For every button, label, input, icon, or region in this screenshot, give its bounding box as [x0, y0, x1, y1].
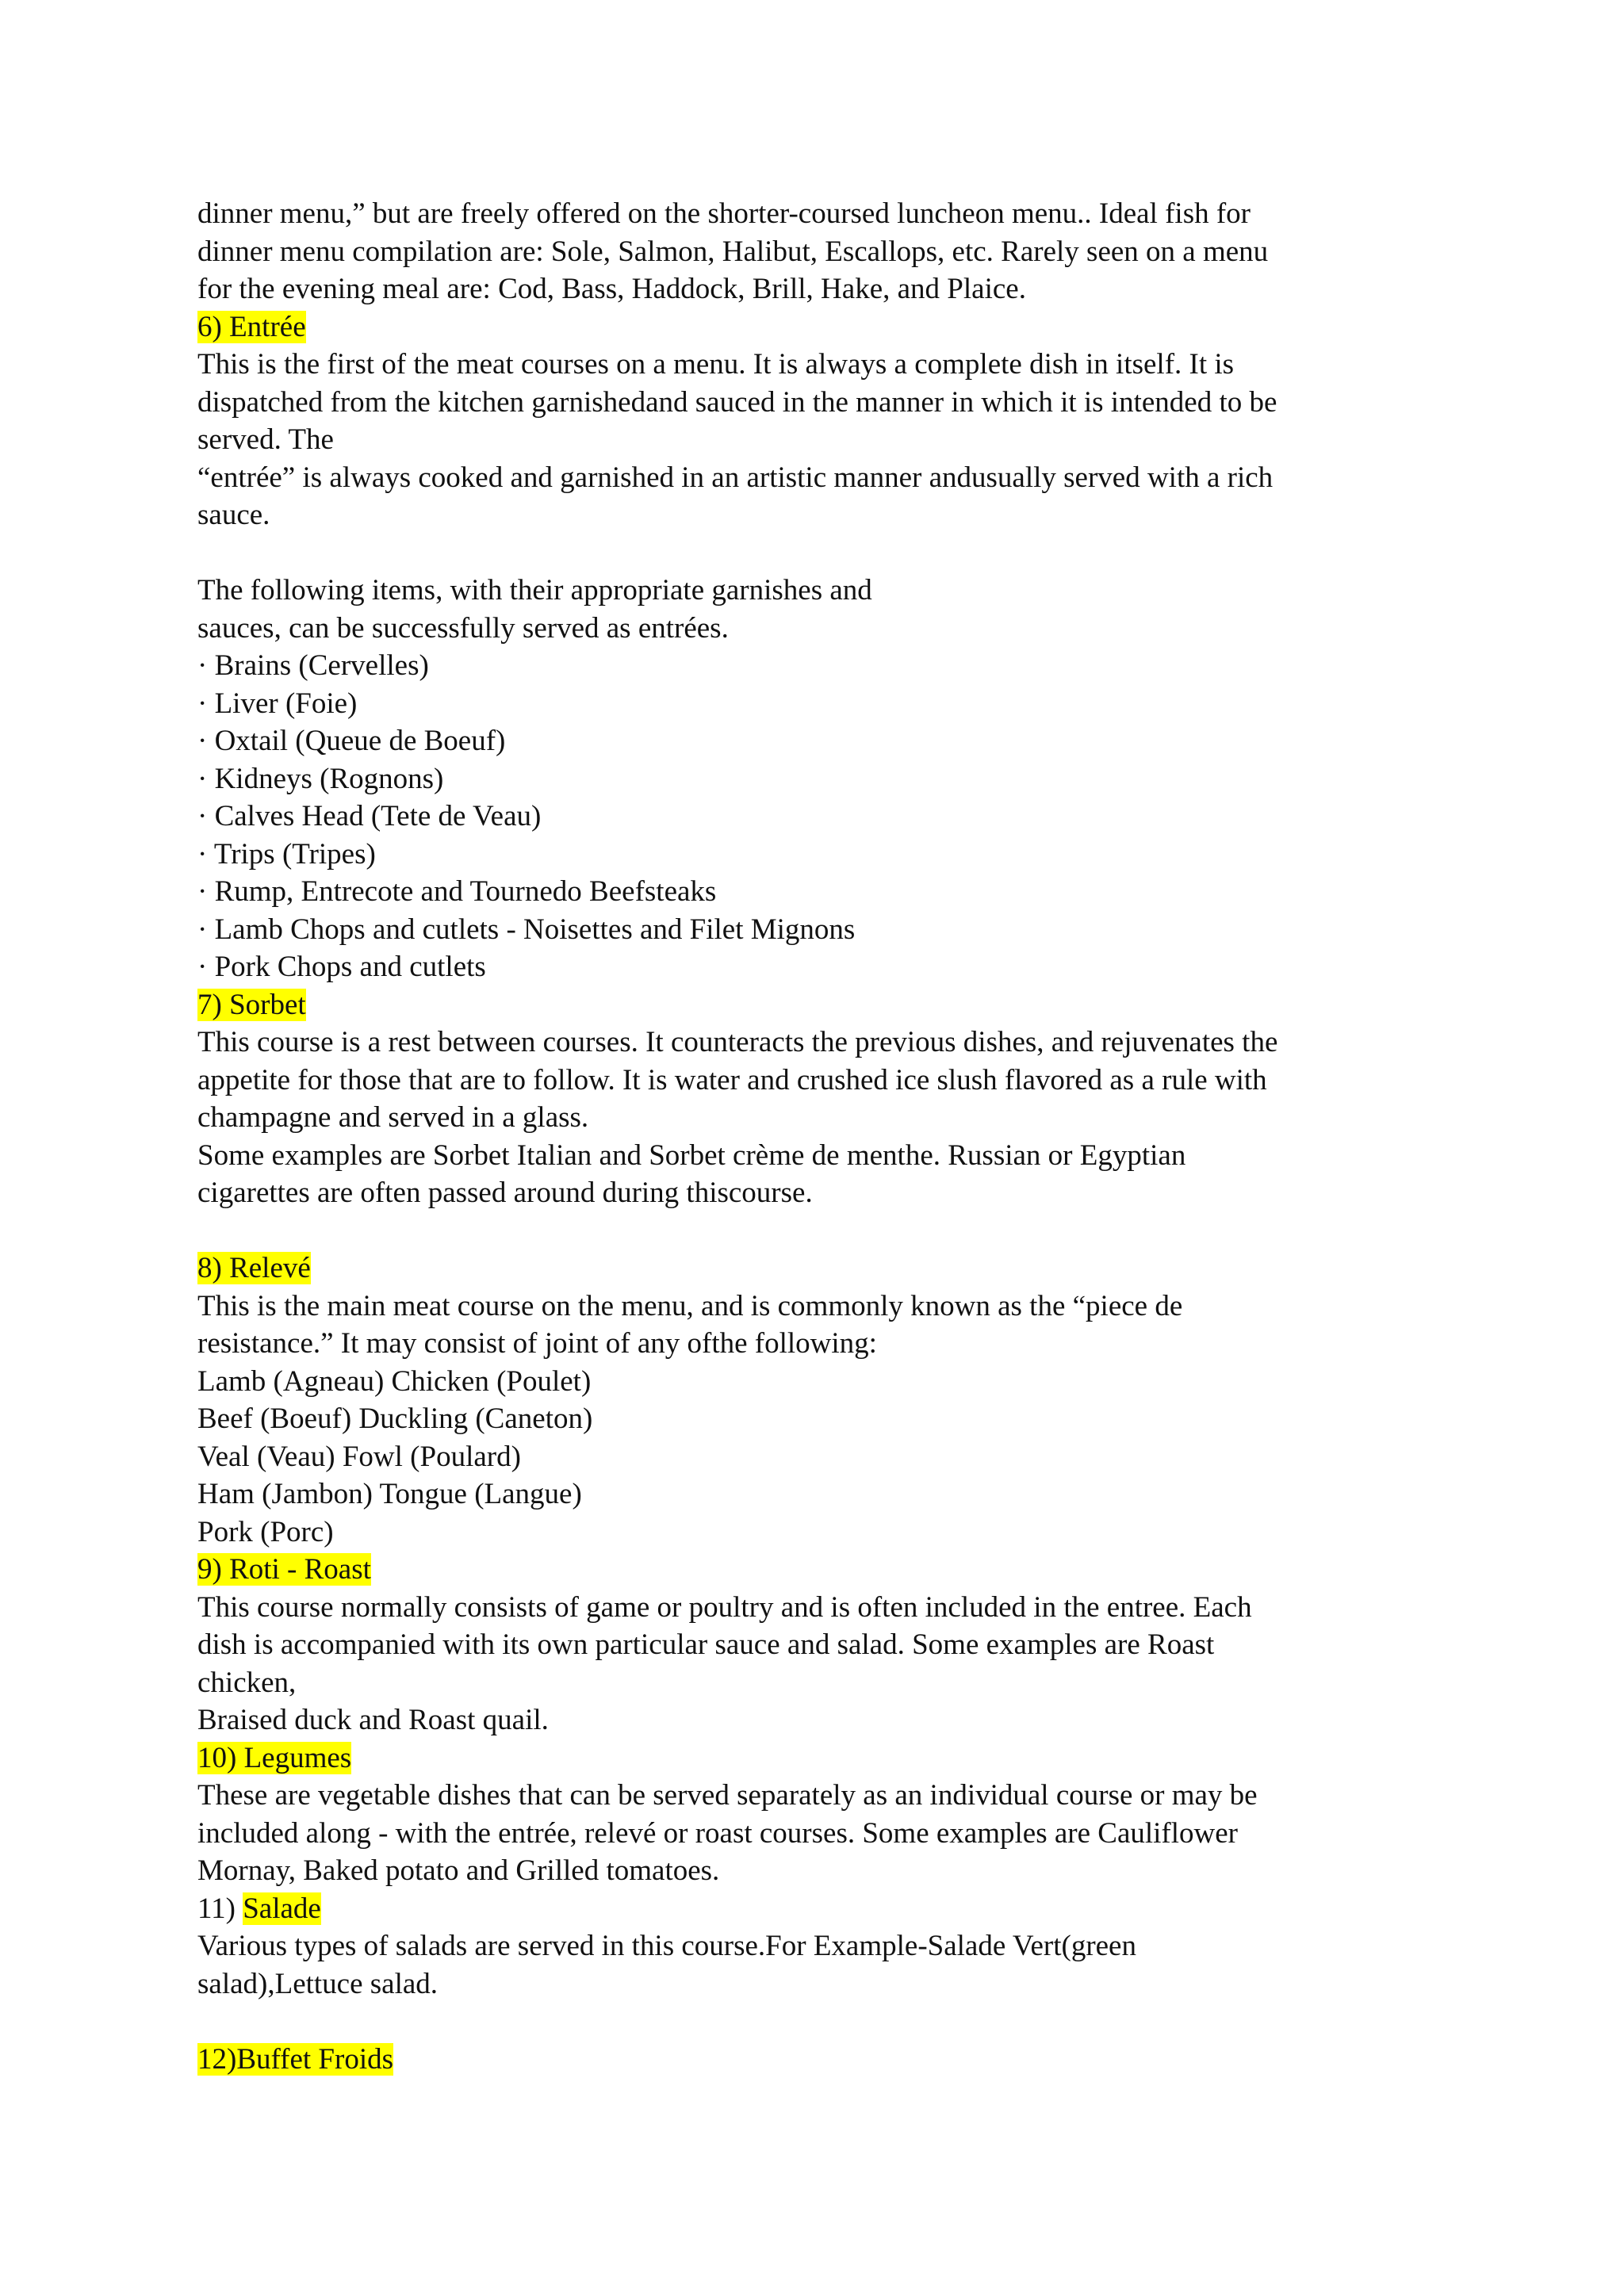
- line-text: appetite for those that are to follow. It is water and crushed ice slush flavored as a rule with: [197, 1063, 1267, 1096]
- line-text: dinner menu,” but are freely offered on the shorter-coursed luncheon menu.. Ideal fish for: [197, 197, 1251, 230]
- line-text: · Liver (Foie): [197, 687, 358, 720]
- highlighted-heading-text: 10) Legumes: [197, 1741, 352, 1774]
- line-text: Pork (Porc): [197, 1515, 334, 1548]
- text-line: [197, 384, 1434, 422]
- line-text: dish is accompanied with its own particular sauce and salad. Some examples are Roast: [197, 1628, 1215, 1661]
- text-line: [197, 1927, 1434, 1965]
- line-text: for the evening meal are: Cod, Bass, Haddock, Brill, Hake, and Plaice.: [197, 273, 1026, 305]
- line-text: Veal (Veau) Fowl (Poulard): [197, 1440, 521, 1473]
- section-heading: [197, 1551, 1434, 1589]
- line-text: This is the first of the meat courses on a menu. It is always a complete dish in itself. It is: [197, 348, 1235, 381]
- line-text: Beef (Boeuf) Duckling (Caneton): [197, 1402, 593, 1435]
- highlighted-heading-text: 12)Buffet Froids: [197, 2042, 394, 2076]
- line-text: included along - with the entrée, relevé or roast courses. Some examples are Cauliflower: [197, 1816, 1239, 1850]
- line-text: Ham (Jambon) Tongue (Langue): [197, 1478, 582, 1510]
- line-text: dinner menu compilation are: Sole, Salmon, Halibut, Escallops, etc. Rarely seen on a menu: [197, 235, 1269, 268]
- text-line: [197, 685, 1434, 723]
- line-text: · Calves Head (Tete de Veau): [197, 800, 542, 832]
- text-line: [197, 1288, 1434, 1326]
- text-line: [197, 1777, 1434, 1815]
- text-line: [197, 948, 1434, 986]
- line-text: The following items, with their appropriate garnishes and: [197, 574, 872, 607]
- text-line: [197, 346, 1434, 384]
- line-text: Lamb (Agneau) Chicken (Poulet): [197, 1364, 592, 1398]
- section-heading: [197, 986, 1434, 1024]
- line-text: · Brains (Cervelles): [197, 649, 429, 682]
- text-line: [197, 1475, 1434, 1513]
- line-text: Various types of salads are served in this course.For Example-Salade Vert(green: [197, 1930, 1136, 1962]
- text-line: [197, 195, 1434, 233]
- line-text: Mornay, Baked potato and Grilled tomatoes.: [197, 1854, 720, 1887]
- section-heading: [197, 1890, 1434, 1928]
- line-text: Some examples are Sorbet Italian and Sorbet crème de menthe. Russian or Egyptian: [197, 1138, 1186, 1172]
- text-line: [197, 1174, 1434, 1212]
- text-line: [197, 1325, 1434, 1363]
- section-heading: [197, 1739, 1434, 1777]
- text-line: [197, 270, 1434, 308]
- line-text: dispatched from the kitchen garnishedand sauced in the manner in which it is intended to be: [197, 385, 1277, 419]
- text-line: [197, 1363, 1434, 1401]
- line-text: · Oxtail (Queue de Boeuf): [197, 725, 506, 757]
- text-line: [197, 1513, 1434, 1552]
- text-line: [197, 647, 1434, 685]
- text-line: [197, 722, 1434, 760]
- section-heading: [197, 2041, 1434, 2079]
- text-line: [197, 1701, 1434, 1739]
- line-text: salad),Lettuce salad.: [197, 1967, 439, 2000]
- line-text: Braised duck and Roast quail.: [197, 1704, 549, 1736]
- text-line: [197, 572, 1434, 610]
- text-line: [197, 760, 1434, 798]
- line-text: champagne and served in a glass.: [197, 1101, 589, 1134]
- text-line: [197, 1589, 1434, 1627]
- text-line: [197, 459, 1434, 497]
- line-text: chicken,: [197, 1666, 297, 1699]
- text-line: [197, 610, 1434, 648]
- document-page: [197, 195, 1434, 2078]
- line-text: · Trips (Tripes): [197, 837, 376, 871]
- text-line: [197, 1062, 1434, 1100]
- text-line: [197, 233, 1434, 271]
- heading-number: 11): [197, 1892, 243, 1925]
- line-text: sauces, can be successfully served as entrées.: [197, 611, 729, 645]
- line-text: resistance.” It may consist of joint of any ofthe following:: [197, 1327, 877, 1360]
- line-text: sauce.: [197, 499, 270, 531]
- highlighted-heading-text: 8) Relevé: [197, 1252, 311, 1284]
- text-line: [197, 496, 1434, 534]
- text-line: [197, 1664, 1434, 1702]
- line-text: served. The: [197, 423, 334, 456]
- text-line: [197, 1852, 1434, 1890]
- text-line: [197, 1024, 1434, 1062]
- text-line: [197, 1099, 1434, 1137]
- line-text: · Lamb Chops and cutlets - Noisettes and Filet Mignons: [197, 913, 856, 946]
- highlighted-heading-text: 9) Roti - Roast: [197, 1553, 371, 1586]
- text-line: [197, 1438, 1434, 1476]
- line-text: This is the main meat course on the menu, and is commonly known as the “piece de: [197, 1289, 1183, 1322]
- line-text: This course normally consists of game or poultry and is often included in the entree. Each: [197, 1590, 1252, 1624]
- line-text: · Kidneys (Rognons): [197, 762, 444, 795]
- text-line: [197, 1137, 1434, 1175]
- text-line: [197, 798, 1434, 836]
- text-line: [197, 1815, 1434, 1853]
- line-text: · Rump, Entrecote and Tournedo Beefsteaks: [197, 875, 717, 908]
- section-heading: [197, 1249, 1434, 1288]
- highlighted-heading-text: 7) Sorbet: [197, 988, 306, 1021]
- line-text: cigarettes are often passed around during thiscourse.: [197, 1177, 813, 1209]
- line-text: “entrée” is always cooked and garnished in an artistic manner andusually served with a rich: [197, 461, 1274, 494]
- blank-line: [197, 1212, 1434, 1250]
- text-line: [197, 873, 1434, 911]
- text-line: [197, 911, 1434, 949]
- blank-line: [197, 534, 1434, 572]
- text-line: [197, 1626, 1434, 1664]
- section-heading: [197, 308, 1434, 346]
- text-line: [197, 1400, 1434, 1438]
- line-text: · Pork Chops and cutlets: [197, 951, 486, 983]
- line-text: These are vegetable dishes that can be served separately as an individual course or may be: [197, 1779, 1258, 1812]
- text-line: [197, 1965, 1434, 2003]
- text-line: [197, 836, 1434, 874]
- line-text: This course is a rest between courses. It counteracts the previous dishes, and rejuvenates the: [197, 1026, 1278, 1058]
- highlighted-heading-text: 6) Entrée: [197, 310, 306, 343]
- text-line: [197, 421, 1434, 459]
- highlighted-heading-text: Salade: [243, 1892, 321, 1925]
- blank-line: [197, 2003, 1434, 2041]
